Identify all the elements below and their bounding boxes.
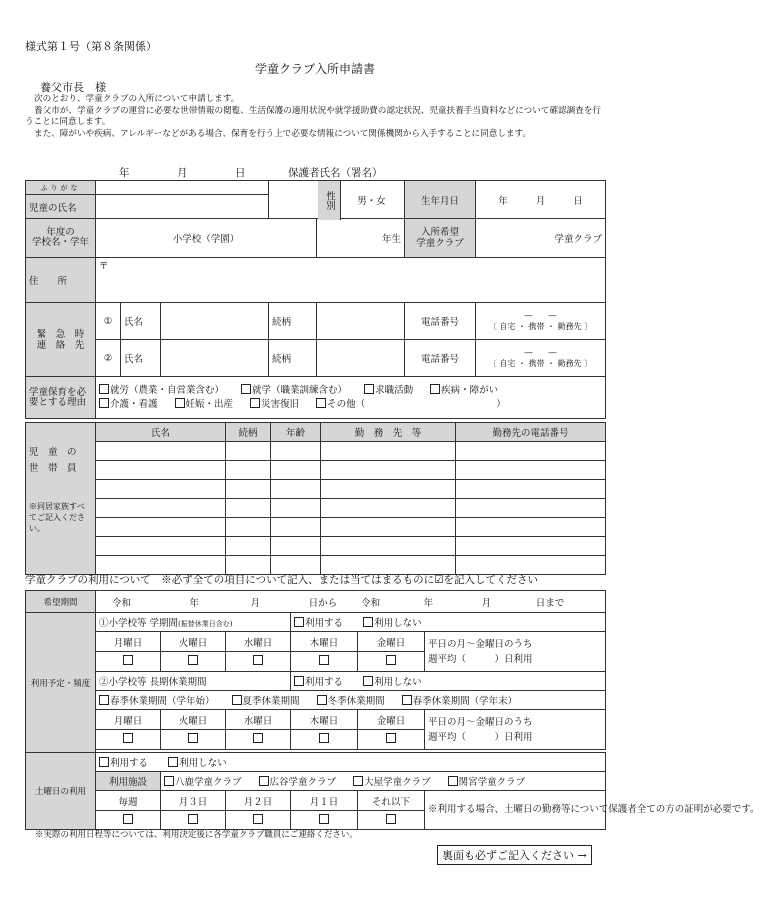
address-label: 住 所	[26, 258, 96, 303]
saturday-frequency-checkbox[interactable]	[226, 811, 291, 830]
contact-relation-label: 続柄	[269, 340, 317, 377]
household-cell[interactable]	[456, 518, 606, 537]
household-cell[interactable]	[271, 499, 321, 518]
household-cell[interactable]	[321, 537, 456, 556]
saturday-frequency-checkbox[interactable]	[291, 811, 358, 830]
long-period-checkbox[interactable]: 夏季休業期間	[232, 696, 300, 707]
intro-line: 次のとおり、学童クラブの入所について申請します。	[34, 94, 240, 104]
date-month-label: 月	[177, 167, 188, 179]
household-cell[interactable]	[321, 442, 456, 461]
reason-checkbox[interactable]: 介護・看護	[99, 399, 158, 410]
weekday-header: 火曜日	[161, 632, 226, 652]
contact-phone-label: 電話番号	[405, 303, 476, 340]
weekday-checkbox[interactable]	[161, 730, 226, 750]
contact-relation-label: 続柄	[269, 303, 317, 340]
household-cell[interactable]	[456, 442, 606, 461]
reason-options	[96, 377, 606, 419]
household-cell[interactable]	[271, 518, 321, 537]
weekday-checkbox[interactable]	[226, 730, 291, 750]
school-period-use	[291, 613, 606, 632]
household-cell[interactable]	[96, 461, 226, 480]
page-title: 学童クラブ入所申請書	[254, 62, 375, 76]
facility-options	[161, 772, 606, 791]
intro-text	[25, 94, 605, 140]
applicant-table	[25, 180, 606, 419]
address-field[interactable]: 〒	[96, 258, 606, 303]
contact-name-label: 氏名	[121, 340, 161, 377]
contact-name-label: 氏名	[121, 303, 161, 340]
weekday-header: 火曜日	[161, 710, 226, 730]
contact-name-field[interactable]	[161, 303, 269, 340]
household-cell[interactable]	[456, 480, 606, 499]
saturday-frequency-checkbox[interactable]	[96, 811, 161, 830]
household-cell[interactable]	[321, 499, 456, 518]
table-row	[26, 499, 606, 518]
household-cell[interactable]	[96, 537, 226, 556]
saturday-frequency-header: それ以下	[358, 791, 425, 811]
long-period-options	[96, 691, 606, 710]
weekday-header: 金曜日	[358, 632, 425, 652]
household-label: 児 童 の 世 帯 員 ※同居家族すべてご記入ください。	[26, 423, 96, 575]
facility-checkbox[interactable]: 関宮学童クラブ	[448, 777, 526, 788]
household-header-name: 氏名	[96, 423, 226, 442]
contact-number: ①	[96, 303, 121, 340]
household-cell[interactable]	[226, 518, 271, 537]
not-use-checkbox[interactable]: 利用しない	[168, 758, 227, 769]
reason-checkbox[interactable]: 妊娠・出産	[175, 399, 234, 410]
not-use-checkbox[interactable]: 利用しない	[363, 618, 422, 629]
table-row	[26, 480, 606, 499]
reason-other-close: ）	[496, 398, 506, 410]
school-period-label: ①小学校等 学期間(振替休業日含む)	[96, 613, 291, 632]
long-period-checkbox[interactable]: 春季休業期間（学年始）	[99, 696, 215, 707]
child-name-field[interactable]	[96, 195, 269, 219]
period-field[interactable]: 令和 年 月 日から 令和 年 月 日まで	[96, 591, 606, 613]
weekday-header: 月曜日	[96, 710, 161, 730]
household-header-age: 年齢	[271, 423, 321, 442]
usage-table	[25, 590, 760, 830]
weekday-header: 金曜日	[358, 710, 425, 730]
saturday-frequency-header: 月２日	[226, 791, 291, 811]
weekday-checkbox[interactable]	[96, 730, 161, 750]
household-cell[interactable]	[96, 518, 226, 537]
household-cell[interactable]	[96, 442, 226, 461]
household-cell[interactable]	[226, 499, 271, 518]
guardian-signature-label: 保護者氏名（署名）	[288, 167, 383, 179]
use-checkbox[interactable]: 利用する	[294, 618, 343, 629]
use-checkbox[interactable]: 利用する	[294, 677, 343, 688]
weekday-checkbox[interactable]	[96, 652, 161, 672]
saturday-frequency-checkbox[interactable]	[161, 811, 226, 830]
facility-checkbox[interactable]: 大屋学童クラブ	[353, 777, 431, 788]
saturday-label: 土曜日の利用	[26, 753, 96, 830]
child-name-label: 児童の氏名	[26, 195, 96, 219]
reason-checkbox[interactable]: 就労（農業・自営業含む）	[99, 385, 224, 396]
birth-date-field[interactable]: 年 月 日	[476, 181, 606, 219]
weekday-checkbox[interactable]	[291, 652, 358, 672]
furigana-label: ふりがな	[26, 181, 96, 195]
form-number: 様式第１号（第８条関係）	[25, 40, 157, 53]
household-cell[interactable]	[321, 518, 456, 537]
back-side-note: 裏面も必ずご記入ください →	[437, 845, 592, 865]
contact-relation-field[interactable]	[317, 303, 405, 340]
period-label: 希望期間	[26, 591, 96, 613]
furigana-field[interactable]	[96, 181, 269, 195]
school-field[interactable]: 小学校（学園）	[96, 219, 317, 258]
saturday-use	[96, 753, 606, 772]
use-checkbox[interactable]: 利用する	[99, 758, 148, 769]
contact-name-field[interactable]	[161, 340, 269, 377]
birth-date-label: 生年月日	[405, 181, 476, 219]
reason-checkbox[interactable]: 疾病・障がい	[430, 385, 498, 396]
application-date-line	[25, 165, 605, 179]
long-period-label: ②小学校等 長期休業期間	[96, 672, 291, 691]
long-period-use	[291, 672, 606, 691]
household-cell[interactable]	[271, 461, 321, 480]
weekly-average: 平日の月～金曜日のうち 週平均（ ）日利用	[425, 710, 606, 750]
household-cell[interactable]	[226, 461, 271, 480]
household-table	[25, 422, 606, 575]
household-cell[interactable]	[321, 461, 456, 480]
facility-checkbox[interactable]: 八鹿学童クラブ	[164, 777, 242, 788]
weekday-header: 木曜日	[291, 632, 358, 652]
intro-line: また、障がいや疾病、アレルギーなどがある場合、保育を行う上で必要な情報について関係機関から入手することに同意します。	[34, 128, 532, 139]
reason-checkbox[interactable]: 求職活動	[364, 385, 413, 396]
sex-label: 性別	[318, 181, 341, 220]
saturday-frequency-checkbox[interactable]	[358, 811, 425, 830]
long-period-checkbox[interactable]: 春季休業期間（学年末）	[402, 696, 518, 707]
household-cell[interactable]	[271, 537, 321, 556]
household-cell[interactable]	[226, 480, 271, 499]
plan-label: 利用予定・頻度	[26, 613, 96, 753]
reason-checkbox[interactable]: 災害復旧	[250, 399, 299, 410]
household-header-workplace-phone: 勤務先の電話番号	[456, 423, 606, 442]
weekday-header: 月曜日	[96, 632, 161, 652]
date-year-label: 年	[119, 167, 130, 179]
weekday-header: 水曜日	[226, 632, 291, 652]
saturday-frequency-header: 月１日	[291, 791, 358, 811]
household-cell[interactable]	[321, 480, 456, 499]
weekday-checkbox[interactable]	[291, 730, 358, 750]
intro-line: 養父市が、学童クラブの運営に必要な世帯情報の閲覧、生活保護の適用状況や就学援助費の認定状況、児童扶養手当資料などについて確認調査を行うことに同意します。	[25, 105, 602, 127]
date-day-label: 日	[235, 167, 246, 179]
table-row	[26, 537, 606, 556]
weekday-header: 水曜日	[226, 710, 291, 730]
school-label: 年度の 学校名・学年	[26, 219, 96, 258]
long-period-checkbox[interactable]: 冬季休業期間	[317, 696, 385, 707]
saturday-note: ※利用する場合、土曜日の勤務等について保護者全ての方の証明が必要です。	[425, 791, 606, 830]
sex-options[interactable]: 男・女	[339, 181, 405, 219]
grade-field[interactable]: 年生	[317, 219, 405, 258]
household-header-workplace: 勤 務 先 等	[321, 423, 456, 442]
emergency-contact-label: 緊 急 時 連 絡 先	[26, 303, 96, 377]
household-cell[interactable]	[96, 499, 226, 518]
reason-label: 学童保育を必 要とする理由	[26, 377, 96, 419]
table-row	[26, 442, 606, 461]
saturday-frequency-header: 月３日	[161, 791, 226, 811]
footer-note: ※実際の利用日程等については、利用決定後に各学童クラブ職員にご連絡ください。	[35, 830, 358, 840]
club-label: 入所希望 学童クラブ	[405, 219, 476, 258]
household-cell[interactable]	[456, 461, 606, 480]
facility-label: 利用施設	[96, 772, 161, 791]
weekday-checkbox[interactable]	[226, 652, 291, 672]
household-cell[interactable]	[456, 537, 606, 556]
facility-checkbox[interactable]: 広谷学童クラブ	[259, 777, 337, 788]
household-cell[interactable]	[226, 442, 271, 461]
usage-section-heading: 学童クラブの利用について ※必ず全ての項目について記入、または当てはまるものに☑を記入してください	[25, 574, 538, 586]
weekly-average: 平日の月～金曜日のうち 週平均（ ）日利用	[425, 632, 606, 672]
contact-relation-field[interactable]	[317, 340, 405, 377]
contact-number: ②	[96, 340, 121, 377]
household-cell[interactable]	[271, 442, 321, 461]
table-row	[26, 461, 606, 480]
weekday-checkbox[interactable]	[161, 652, 226, 672]
weekday-header: 木曜日	[291, 710, 358, 730]
not-use-checkbox[interactable]: 利用しない	[363, 677, 422, 688]
weekday-checkbox[interactable]	[358, 652, 425, 672]
household-cell[interactable]	[456, 499, 606, 518]
household-cell[interactable]	[226, 537, 271, 556]
addressee: 養父市長 様	[40, 81, 106, 94]
reason-checkbox[interactable]: 就学（職業訓練含む）	[241, 385, 347, 396]
household-cell[interactable]	[96, 480, 226, 499]
household-cell[interactable]	[271, 480, 321, 499]
contact-phone-field[interactable]: ― ― 〔 自宅 ・ 携帯 ・ 勤務先 〕	[476, 340, 606, 377]
contact-phone-field[interactable]: ― ― 〔 自宅 ・ 携帯 ・ 勤務先 〕	[476, 303, 606, 340]
household-header-relation: 続柄	[226, 423, 271, 442]
saturday-frequency-header: 毎週	[96, 791, 161, 811]
weekday-checkbox[interactable]	[358, 730, 425, 750]
contact-phone-label: 電話番号	[405, 340, 476, 377]
reason-checkbox[interactable]: その他（	[316, 399, 365, 410]
club-field[interactable]: 学童クラブ	[476, 219, 606, 258]
table-row	[26, 518, 606, 537]
